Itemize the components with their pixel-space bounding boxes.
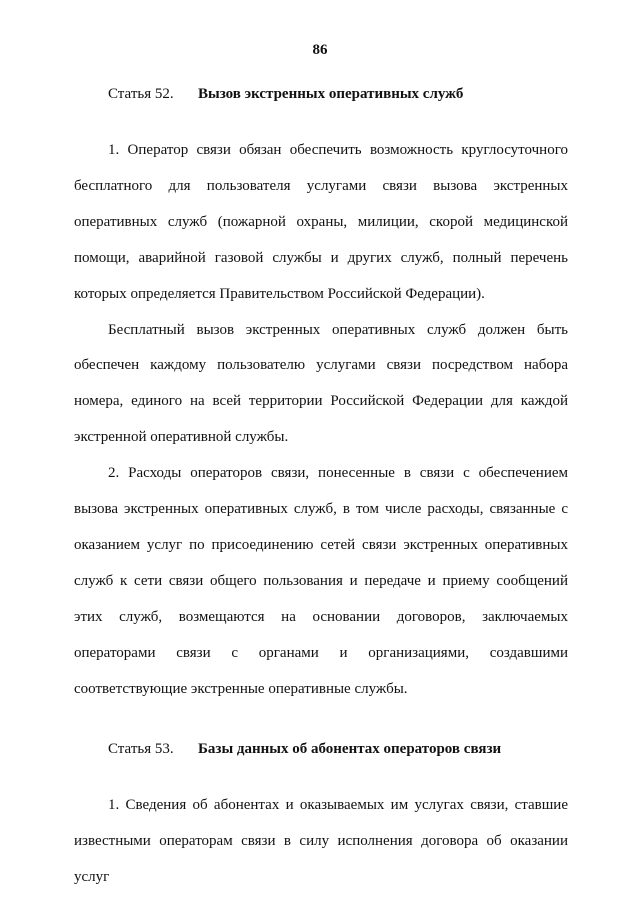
article-53-heading — [108, 741, 501, 758]
article-53-title: Базы данных об абонентах операторов связи — [198, 741, 502, 757]
article-52-title: Вызов экстренных оперативных служб — [198, 86, 464, 102]
article-52-paragraph-1: 1. Оператор связи обязан обеспечить возможность круглосуточного бесплатного для пользователя услугами связи вызова экстренных оперативных служб (пожарной охраны, милиции, скорой медицинской помощи, аварийной газовой службы и других служб, полный перечень которых определяется Правительством Российской Федерации). — [74, 142, 568, 302]
page-number: 86 — [312, 42, 328, 58]
article-52-body — [74, 133, 568, 708]
article-52-heading — [108, 86, 463, 103]
article-53-paragraph-1: 1. Сведения об абонентах и оказываемых им услугах связи, ставшие известными операторам связи в силу исполнения договора об оказании услуг — [74, 797, 568, 885]
article-52-paragraph-3: 2. Расходы операторов связи, понесенные в связи с обеспечением вызова экстренных оперативных служб, в том числе расходы, связанные с оказанием услуг по присоединению сетей связи экстренных оперативных служб к сети связи общего пользования и передаче и приему сообщений этих служб, возмещаются на основании договоров, заключаемых операторами связи с органами и организациями, создавшими соответствующие экстренные оперативные службы. — [74, 465, 568, 697]
article-52-number: Статья 52. — [108, 86, 174, 102]
article-53-number: Статья 53. — [108, 741, 174, 757]
article-52-paragraph-2: Бесплатный вызов экстренных оперативных служб должен быть обеспечен каждому пользователю услугами связи посредством набора номера, единого на всей территории Российской Федерации для каждой экстренной оперативной службы. — [74, 321, 568, 446]
article-53-body — [74, 788, 568, 896]
